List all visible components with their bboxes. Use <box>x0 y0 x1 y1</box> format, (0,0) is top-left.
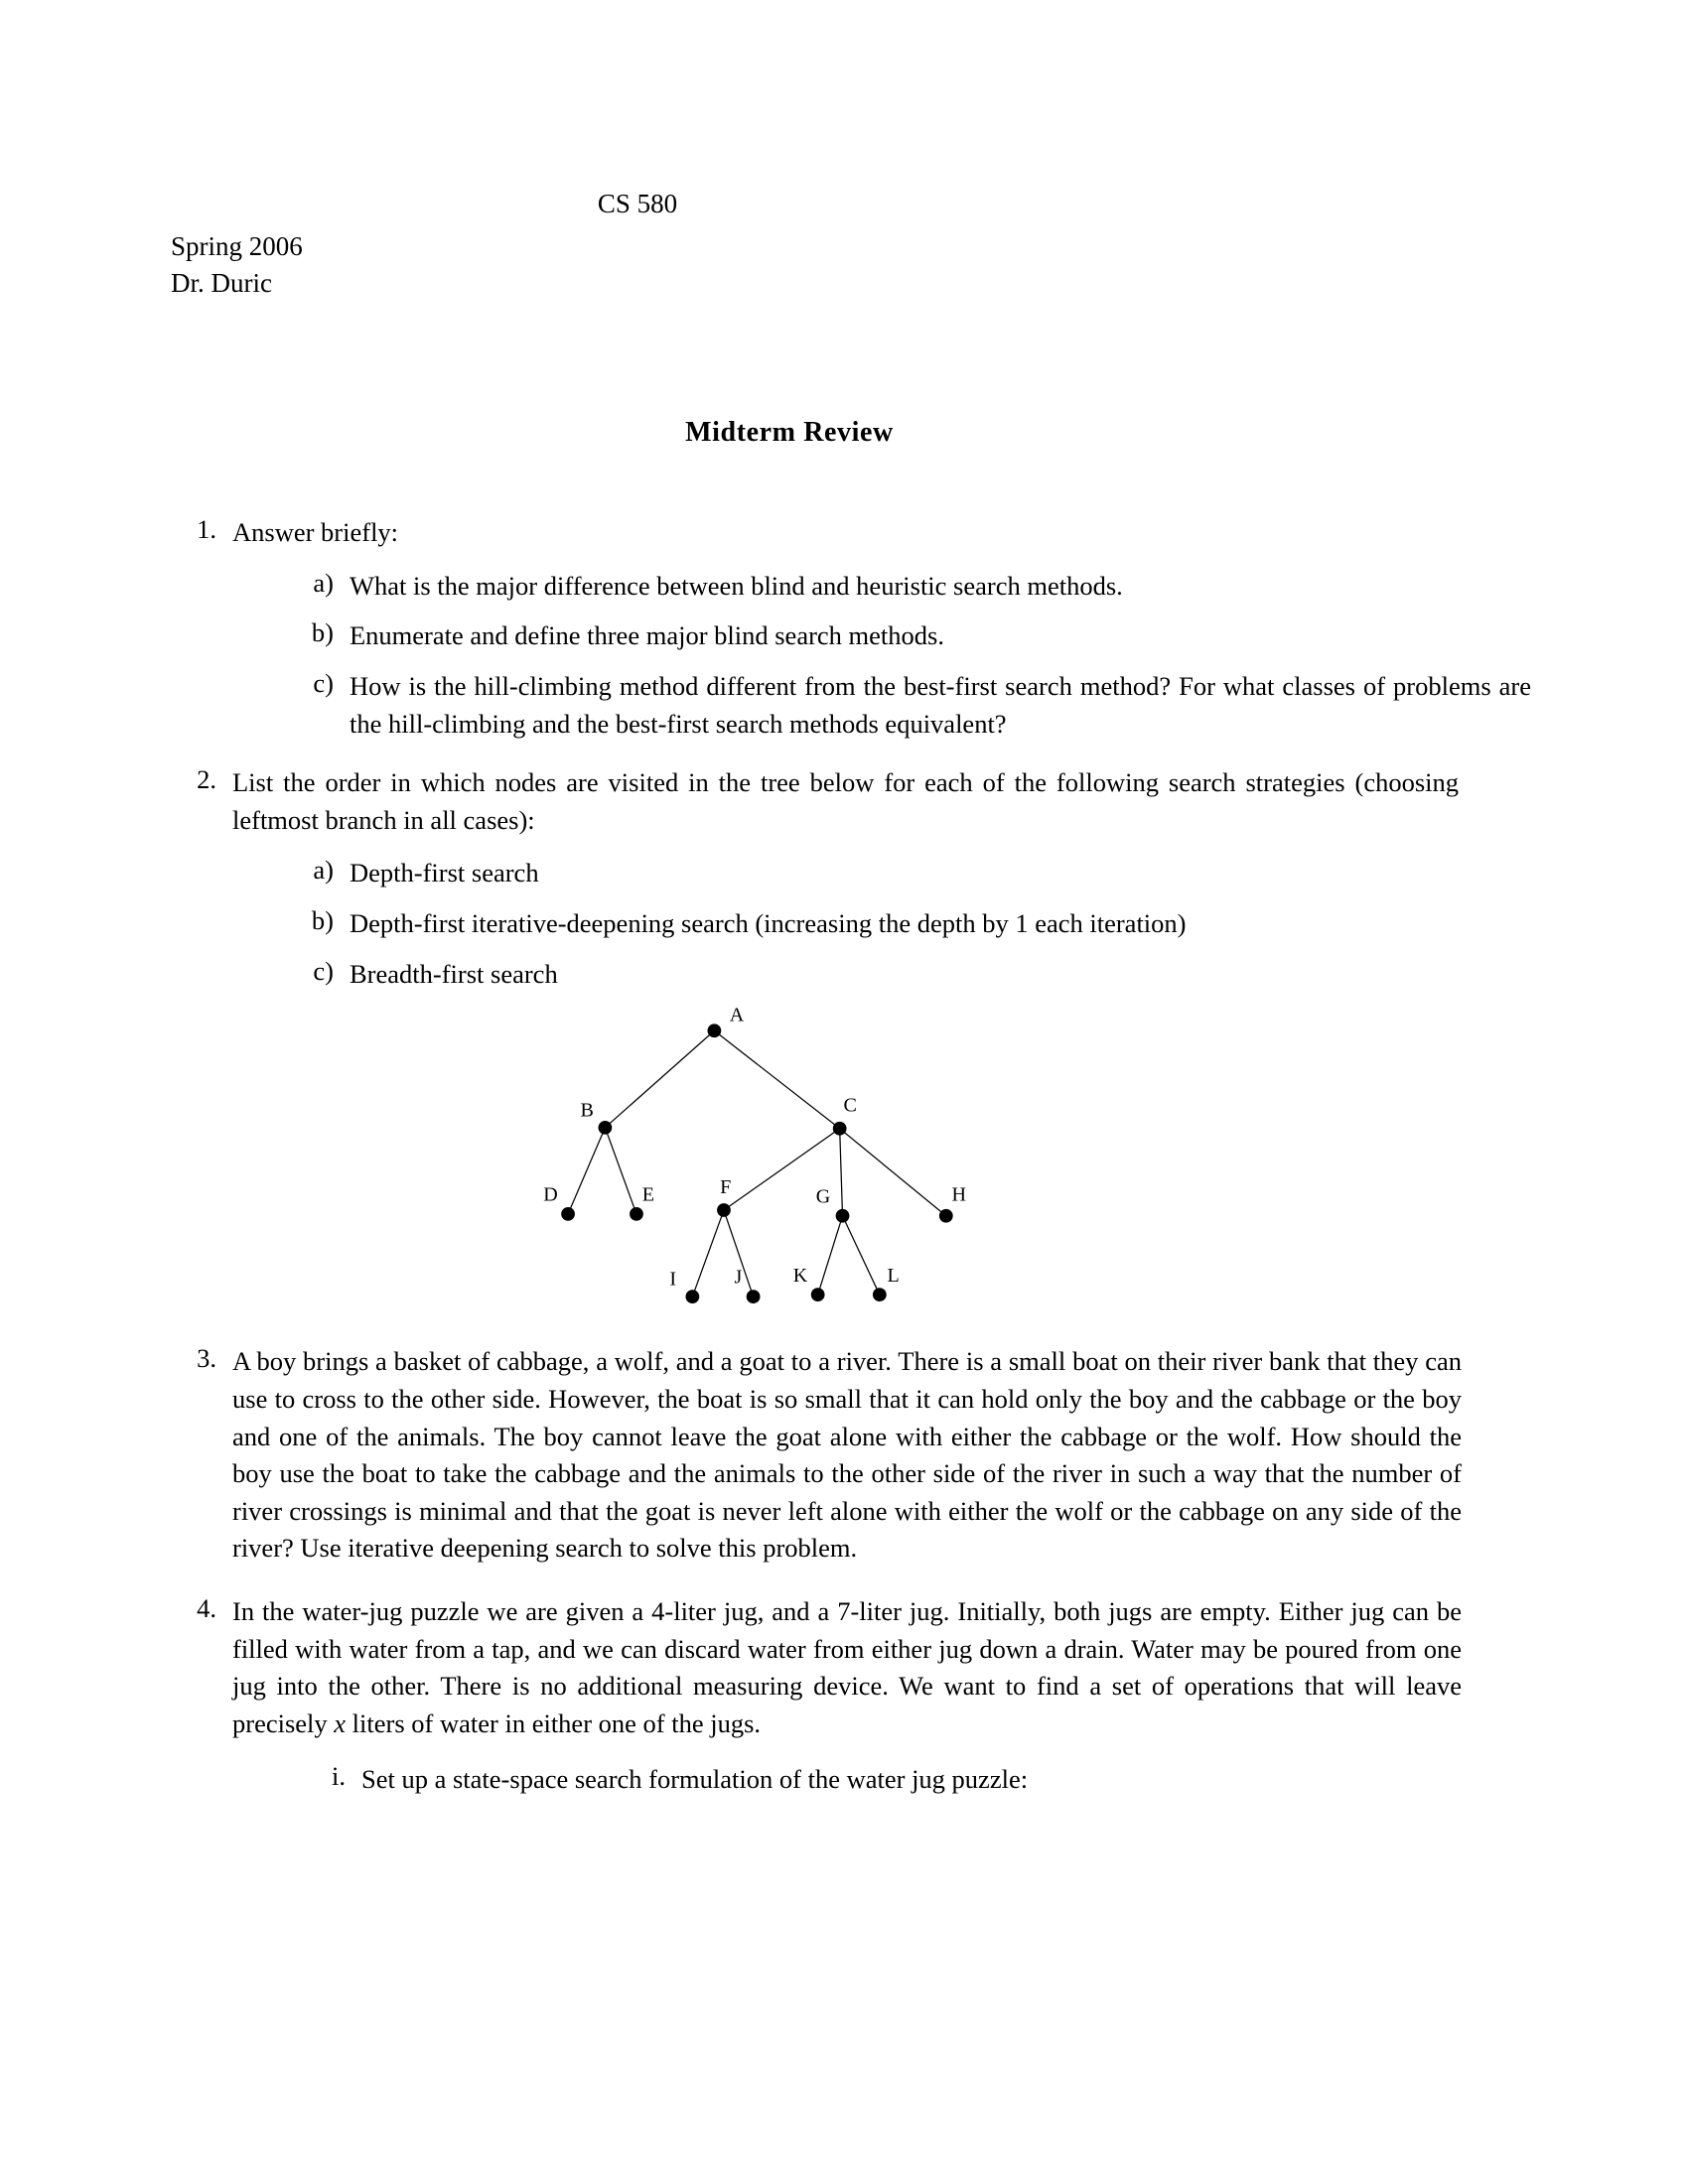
tree-node-label-F: F <box>720 1175 732 1198</box>
question-1-subitem-a <box>294 568 1462 606</box>
tree-node-label-J: J <box>734 1266 743 1289</box>
question-1 <box>171 514 1531 743</box>
question-1-subitem-a-label: a) <box>313 567 334 598</box>
question-4-text-before: In the water-jug puzzle we are given a 4-liter jug, and a 7-liter jug. Initially, both jugs are empty. Either jug can be filled with water from a tap, and we can discard water from either jug down a drain. Water may be poured from one jug into the other. There is no additional measuring device. We want to find a set of operations that will leave precisely <box>232 1596 1462 1738</box>
question-4-romanitems <box>232 1761 1462 1799</box>
tree-node-C <box>833 1122 847 1136</box>
tree-edge-C-G <box>840 1129 843 1216</box>
tree-edge-F-I <box>692 1210 724 1297</box>
tree-node-E <box>630 1207 643 1221</box>
tree-node-L <box>873 1288 887 1301</box>
tree-node-A <box>708 1024 722 1037</box>
question-2-subitem-a-label: a) <box>313 855 334 886</box>
question-4-romanitem-i-label: i. <box>332 1760 346 1791</box>
tree-node-K <box>811 1288 825 1301</box>
question-2-subitem-c <box>294 956 1462 994</box>
question-2-subitem-b-text: Depth-first iterative-deepening search (increasing the depth by 1 each iteration) <box>350 908 1187 938</box>
tree-node-I <box>686 1290 700 1303</box>
question-3-number: 3. <box>197 1343 216 1374</box>
question-2-text: List the order in which nodes are visited in the tree below for each of the following search strategies (choosing leftmost branch in all cases): <box>232 767 1459 835</box>
question-2-subitem-b-label: b) <box>311 905 334 935</box>
question-1-number: 1. <box>197 514 216 544</box>
tree-node-B <box>599 1121 613 1135</box>
tree-edge-A-B <box>605 1030 714 1128</box>
question-2 <box>171 764 1462 993</box>
document-header <box>171 189 1521 301</box>
question-3 <box>171 1343 1462 1568</box>
question-2-subitem-c-text: Breadth-first search <box>350 958 558 989</box>
question-4-text <box>232 1593 1462 1743</box>
question-3-text: A boy brings a basket of cabbage, a wolf, and a goat to a river. There is a small boat on their river bank that they can use to cross to the other side. However, the boat is so small that it can hold only the boy and the cabbage or the boy and one of the animals. The boy cannot leave the goat alone with either the cabbage or the wolf. How should the boy use the boat to take the cabbage and the animals to the other side of the river in such a way that the number of river crossings is minimal and that the goat is never left alone with either the wolf or the cabbage on any side of the river? Use iterative deepening search to solve this problem. <box>232 1346 1462 1564</box>
tree-node-D <box>561 1207 575 1221</box>
page-title <box>0 417 1688 449</box>
tree-node-G <box>836 1209 850 1223</box>
question-1-subitems <box>232 567 1531 744</box>
tree-edge-G-K <box>818 1216 843 1295</box>
question-1-subitem-c-text: How is the hill-climbing method different from the best-first search method? For what classes of problems are the hill-climbing and the best-first search methods equivalent? <box>350 670 1531 739</box>
question-2-subitem-b <box>294 905 1462 943</box>
question-4-romanitem-i-text: Set up a state-space search formulation of the water jug puzzle: <box>361 1763 1029 1794</box>
question-1-subitem-a-text: What is the major difference between blind and heuristic search methods. <box>350 570 1123 601</box>
search-tree-figure <box>298 993 1192 1320</box>
tree-node-label-G: G <box>815 1185 831 1208</box>
course-code-line <box>171 189 1521 219</box>
tree-node-J <box>747 1290 761 1303</box>
question-1-subitem-b-label: b) <box>311 617 334 648</box>
question-1-subitem-b-text: Enumerate and define three major blind search methods. <box>350 620 944 651</box>
question-1-subitem-c-label: c) <box>313 667 334 698</box>
course-code: CS 580 <box>597 189 678 218</box>
question-2-subitem-a <box>294 855 1462 892</box>
question-2-number: 2. <box>197 764 216 795</box>
tree-node-label-B: B <box>580 1099 594 1122</box>
tree-node-label-L: L <box>887 1264 900 1287</box>
question-4-text-after: liters of water in either one of the jugs. <box>346 1707 762 1738</box>
tree-edge-B-D <box>568 1128 605 1214</box>
tree-node-label-A: A <box>729 1004 745 1026</box>
question-4-number: 4. <box>197 1593 216 1623</box>
tree-edge-A-C <box>714 1030 839 1129</box>
question-2-subitems <box>232 855 1462 993</box>
tree-node-label-I: I <box>669 1268 677 1291</box>
tree-node-label-E: E <box>641 1183 654 1206</box>
question-4 <box>171 1593 1462 1798</box>
tree-node-label-D: D <box>543 1183 558 1206</box>
term-label: Spring 2006 <box>171 231 303 261</box>
tree-edge-G-L <box>843 1216 880 1295</box>
tree-edge-C-H <box>840 1129 946 1216</box>
question-2-subitem-a-text: Depth-first search <box>350 858 539 888</box>
question-1-text: Answer briefly: <box>232 517 399 547</box>
tree-node-F <box>717 1203 731 1217</box>
question-4-romanitem-i <box>310 1761 1462 1799</box>
tree-edge-B-E <box>605 1128 636 1214</box>
tree-node-label-C: C <box>843 1094 857 1117</box>
tree-node-H <box>939 1209 953 1223</box>
question-1-subitem-b <box>294 617 1462 655</box>
question-1-subitem-c <box>294 667 1531 743</box>
tree-node-label-K: K <box>792 1264 808 1287</box>
instructor-label: Dr. Duric <box>171 268 272 299</box>
question-2-subitem-c-label: c) <box>313 955 334 986</box>
page-title-text: Midterm Review <box>685 417 894 448</box>
question-4-variable: x <box>334 1707 347 1738</box>
tree-node-label-H: H <box>951 1183 967 1206</box>
search-tree-svg <box>298 993 1192 1320</box>
